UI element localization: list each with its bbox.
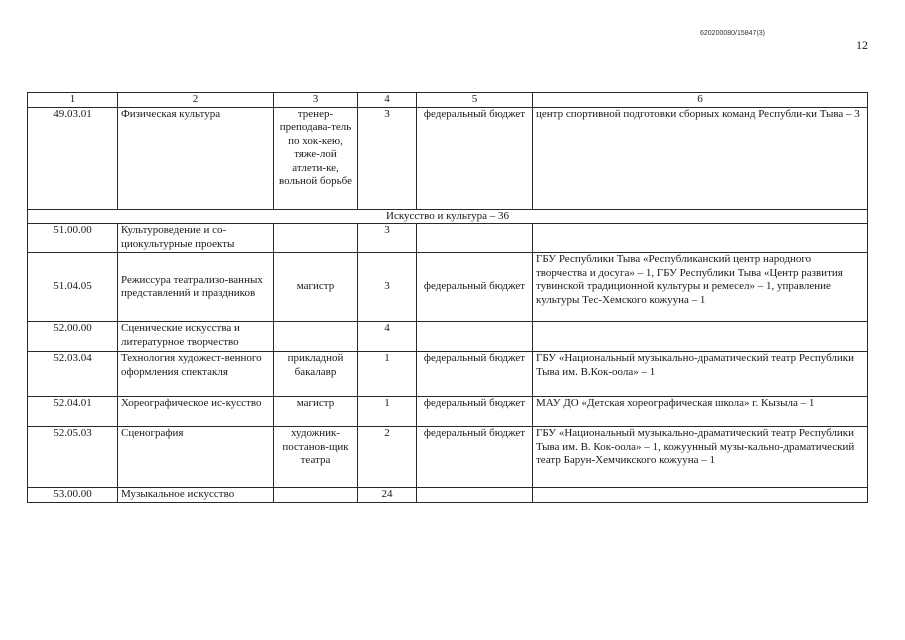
specialty-name-cell: Физическая культура xyxy=(118,107,274,209)
count-cell: 3 xyxy=(358,107,417,209)
specialty-name-cell: Сценография xyxy=(118,427,274,488)
count-cell: 1 xyxy=(358,352,417,397)
code-cell: 53.00.00 xyxy=(28,488,118,503)
qualification-cell: художник-постанов-щик театра xyxy=(274,427,358,488)
code-cell: 52.03.04 xyxy=(28,352,118,397)
funding-cell xyxy=(417,488,533,503)
specialty-name-cell: Режиссура театрализо-ванных представлений и праздников xyxy=(118,253,274,322)
table-row xyxy=(28,253,868,322)
table-row xyxy=(28,427,868,488)
qualification-cell: магистр xyxy=(274,253,358,322)
qualification-cell xyxy=(274,322,358,352)
specialty-name-cell: Музыкальное искусство xyxy=(118,488,274,503)
table-row xyxy=(28,322,868,352)
column-header: 5 xyxy=(417,93,533,108)
table-row xyxy=(28,352,868,397)
funding-cell: федеральный бюджет xyxy=(417,253,533,322)
code-cell: 51.00.00 xyxy=(28,224,118,253)
funding-cell: федеральный бюджет xyxy=(417,397,533,427)
funding-cell: федеральный бюджет xyxy=(417,107,533,209)
count-cell: 4 xyxy=(358,322,417,352)
code-cell: 52.00.00 xyxy=(28,322,118,352)
code-cell: 52.04.01 xyxy=(28,397,118,427)
employers-cell: ГБУ «Национальный музыкально-драматический театр Республики Тыва им. В. Кок-оола» – 1, кожуунный музы-кально-драматический театр Барун-Хемчикского кожууна – 1 xyxy=(533,427,868,488)
column-header: 4 xyxy=(358,93,417,108)
employers-cell: ГБУ «Национальный музыкально-драматический театр Республики Тыва им. В.Кок-оола» – 1 xyxy=(533,352,868,397)
employers-cell: МАУ ДО «Детская хореографическая школа» г. Кызыла – 1 xyxy=(533,397,868,427)
funding-cell: федеральный бюджет xyxy=(417,427,533,488)
column-header: 1 xyxy=(28,93,118,108)
column-header: 6 xyxy=(533,93,868,108)
table-row xyxy=(28,107,868,209)
table-header-row xyxy=(28,93,868,108)
section-row xyxy=(28,209,868,224)
specialty-name-cell: Культуроведение и со-циокультурные проекты xyxy=(118,224,274,253)
code-cell: 49.03.01 xyxy=(28,107,118,209)
count-cell: 3 xyxy=(358,224,417,253)
table-row xyxy=(28,224,868,253)
employers-cell xyxy=(533,322,868,352)
employers-cell: ГБУ Республики Тыва «Республиканский центр народного творчества и досуга» – 1, ГБУ Республики Тыва «Центр развития тувинской традиционной культуры и ремесел» – 1, управление культуры Тес-Хемского кожууна – 1 xyxy=(533,253,868,322)
code-cell: 52.05.03 xyxy=(28,427,118,488)
qualification-cell xyxy=(274,488,358,503)
specialty-name-cell: Технология художест-венного оформления спектакля xyxy=(118,352,274,397)
section-title: Искусство и культура – 36 xyxy=(28,209,868,224)
qualification-cell: магистр xyxy=(274,397,358,427)
count-cell: 3 xyxy=(358,253,417,322)
count-cell: 24 xyxy=(358,488,417,503)
count-cell: 2 xyxy=(358,427,417,488)
employers-cell: центр спортивной подготовки сборных команд Республи-ки Тыва – 3 xyxy=(533,107,868,209)
count-cell: 1 xyxy=(358,397,417,427)
document-id: 620200080/15847(3) xyxy=(700,30,766,37)
table-row xyxy=(28,397,868,427)
specialty-name-cell: Хореографическое ис-кусство xyxy=(118,397,274,427)
funding-cell xyxy=(417,322,533,352)
funding-cell: федеральный бюджет xyxy=(417,352,533,397)
employers-cell xyxy=(533,488,868,503)
code-cell: 51.04.05 xyxy=(28,253,118,322)
column-header: 3 xyxy=(274,93,358,108)
qualification-cell: прикладной бакалавр xyxy=(274,352,358,397)
employers-cell xyxy=(533,224,868,253)
column-header: 2 xyxy=(118,93,274,108)
page-number: 12 xyxy=(856,38,868,52)
specialty-name-cell: Сценические искусства и литературное творчество xyxy=(118,322,274,352)
funding-cell xyxy=(417,224,533,253)
qualification-cell: тренер-преподава-тель по хок-кею, тяже-лой атлети-ке, вольной борьбе xyxy=(274,107,358,209)
qualification-cell xyxy=(274,224,358,253)
specialties-table xyxy=(27,92,868,503)
table-row xyxy=(28,488,868,503)
